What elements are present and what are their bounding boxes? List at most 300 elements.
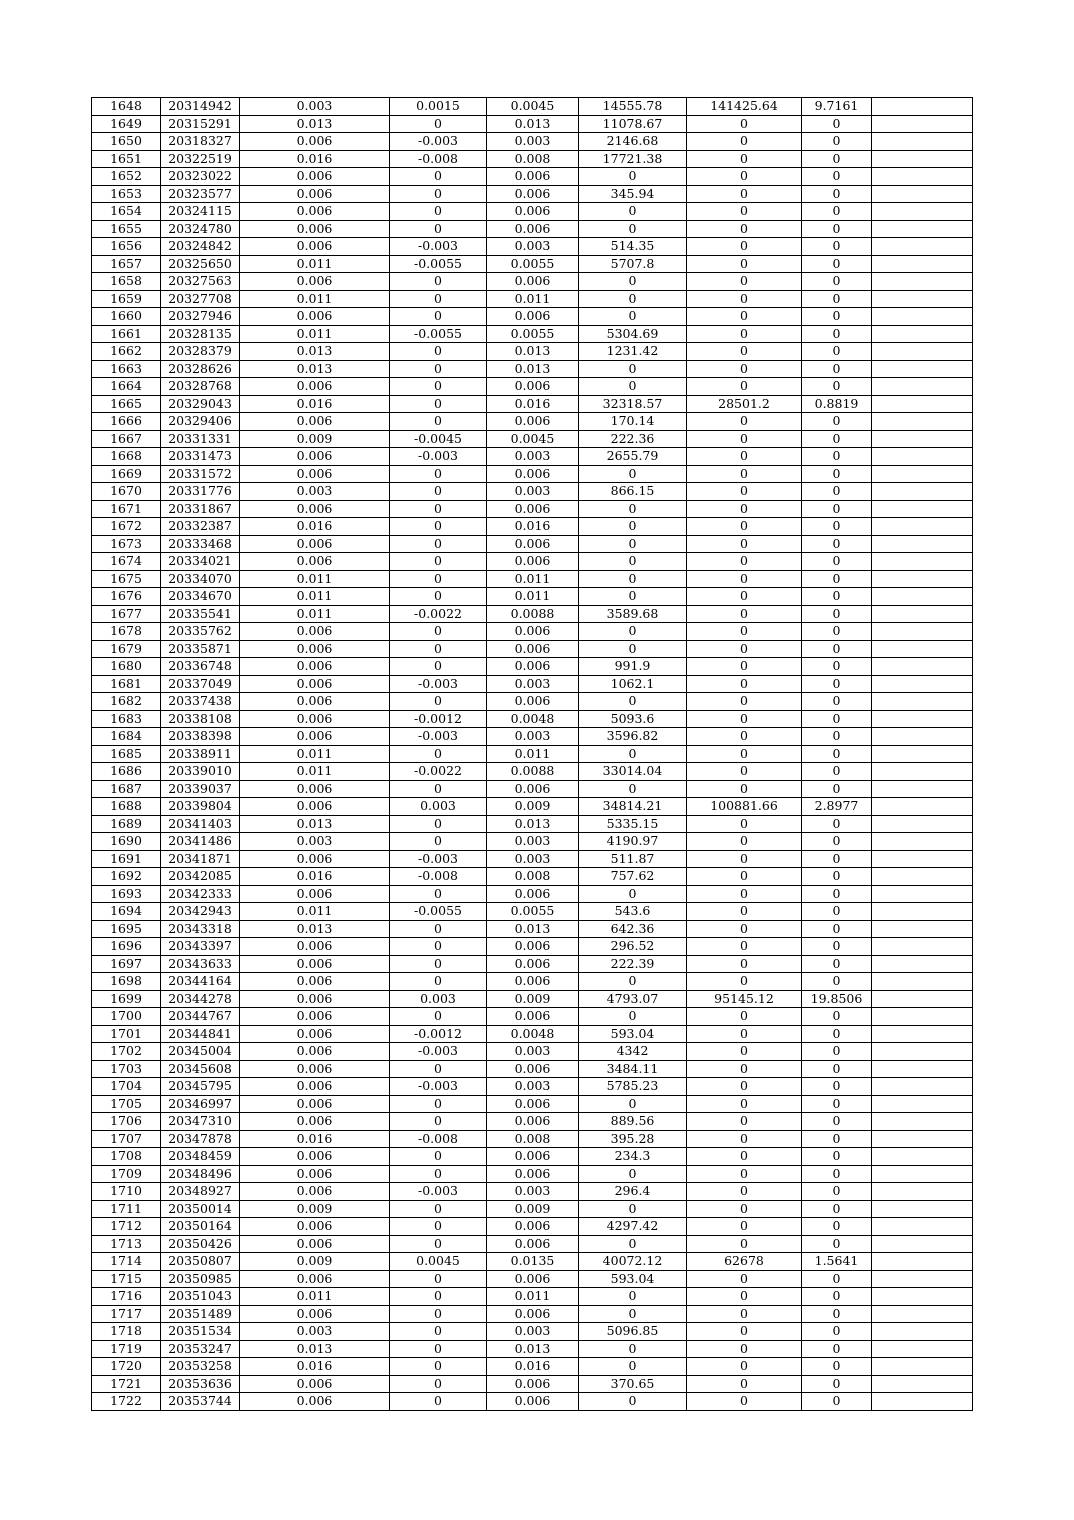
empty-cell (872, 955, 973, 973)
empty-cell (872, 1218, 973, 1236)
id-cell: 20344841 (161, 1025, 240, 1043)
value-a-cell: 0.011 (240, 763, 390, 781)
total-cell: 141425.64 (687, 98, 802, 116)
total-cell: 0 (687, 973, 802, 991)
value-b-cell: 0 (390, 343, 487, 361)
value-a-cell: 0.006 (240, 168, 390, 186)
amount-cell: 222.36 (579, 430, 687, 448)
value-b-cell: 0 (390, 1008, 487, 1026)
row-number-cell: 1710 (92, 1183, 161, 1201)
empty-cell (872, 1025, 973, 1043)
total-cell: 0 (687, 780, 802, 798)
id-cell: 20350807 (161, 1253, 240, 1271)
value-b-cell: 0 (390, 1095, 487, 1113)
ratio-cell: 0 (802, 605, 872, 623)
amount-cell: 345.94 (579, 185, 687, 203)
ratio-cell: 0 (802, 133, 872, 151)
value-b-cell: 0 (390, 185, 487, 203)
value-a-cell: 0.006 (240, 640, 390, 658)
value-c-cell: 0.006 (487, 1305, 579, 1323)
value-b-cell: 0 (390, 360, 487, 378)
value-b-cell: 0 (390, 168, 487, 186)
amount-cell: 3596.82 (579, 728, 687, 746)
value-b-cell: -0.0022 (390, 605, 487, 623)
value-a-cell: 0.006 (240, 1305, 390, 1323)
table-row (92, 763, 973, 781)
amount-cell: 1062.1 (579, 675, 687, 693)
amount-cell: 0 (579, 1165, 687, 1183)
value-a-cell: 0.006 (240, 710, 390, 728)
value-c-cell: 0.003 (487, 728, 579, 746)
amount-cell: 0 (579, 1305, 687, 1323)
id-cell: 20346997 (161, 1095, 240, 1113)
empty-cell (872, 378, 973, 396)
value-a-cell: 0.011 (240, 588, 390, 606)
table-row (92, 605, 973, 623)
empty-cell (872, 395, 973, 413)
ratio-cell: 0 (802, 588, 872, 606)
ratio-cell: 1.5641 (802, 1253, 872, 1271)
id-cell: 20324842 (161, 238, 240, 256)
amount-cell: 395.28 (579, 1130, 687, 1148)
row-number-cell: 1701 (92, 1025, 161, 1043)
ratio-cell: 0 (802, 168, 872, 186)
ratio-cell: 0 (802, 360, 872, 378)
value-b-cell: 0 (390, 1323, 487, 1341)
amount-cell: 642.36 (579, 920, 687, 938)
value-a-cell: 0.009 (240, 1200, 390, 1218)
value-b-cell: -0.008 (390, 1130, 487, 1148)
value-c-cell: 0.006 (487, 780, 579, 798)
value-c-cell: 0.013 (487, 115, 579, 133)
empty-cell (872, 1095, 973, 1113)
id-cell: 20315291 (161, 115, 240, 133)
amount-cell: 4297.42 (579, 1218, 687, 1236)
value-c-cell: 0.0135 (487, 1253, 579, 1271)
value-b-cell: 0 (390, 815, 487, 833)
value-a-cell: 0.006 (240, 623, 390, 641)
empty-cell (872, 605, 973, 623)
value-c-cell: 0.0045 (487, 430, 579, 448)
value-c-cell: 0.006 (487, 658, 579, 676)
amount-cell: 0 (579, 780, 687, 798)
empty-cell (872, 780, 973, 798)
empty-cell (872, 465, 973, 483)
table-row (92, 623, 973, 641)
value-a-cell: 0.006 (240, 238, 390, 256)
empty-cell (872, 1340, 973, 1358)
empty-cell (872, 430, 973, 448)
empty-cell (872, 1235, 973, 1253)
value-b-cell: -0.003 (390, 448, 487, 466)
amount-cell: 757.62 (579, 868, 687, 886)
id-cell: 20341871 (161, 850, 240, 868)
value-a-cell: 0.011 (240, 290, 390, 308)
value-c-cell: 0.016 (487, 518, 579, 536)
value-a-cell: 0.006 (240, 203, 390, 221)
row-number-cell: 1695 (92, 920, 161, 938)
table-row (92, 658, 973, 676)
ratio-cell: 0 (802, 238, 872, 256)
value-a-cell: 0.006 (240, 1043, 390, 1061)
value-b-cell: 0 (390, 1165, 487, 1183)
total-cell: 0 (687, 483, 802, 501)
empty-cell (872, 133, 973, 151)
total-cell: 0 (687, 588, 802, 606)
row-number-cell: 1691 (92, 850, 161, 868)
ratio-cell: 0 (802, 973, 872, 991)
value-b-cell: 0.0015 (390, 98, 487, 116)
row-number-cell: 1700 (92, 1008, 161, 1026)
amount-cell: 2146.68 (579, 133, 687, 151)
row-number-cell: 1672 (92, 518, 161, 536)
id-cell: 20338108 (161, 710, 240, 728)
amount-cell: 0 (579, 290, 687, 308)
ratio-cell: 0 (802, 903, 872, 921)
amount-cell: 0 (579, 220, 687, 238)
total-cell: 0 (687, 623, 802, 641)
ratio-cell: 0 (802, 1148, 872, 1166)
row-number-cell: 1671 (92, 500, 161, 518)
table-row (92, 693, 973, 711)
table-row (92, 238, 973, 256)
table-row (92, 343, 973, 361)
value-a-cell: 0.006 (240, 1165, 390, 1183)
empty-cell (872, 745, 973, 763)
total-cell: 0 (687, 203, 802, 221)
empty-cell (872, 1165, 973, 1183)
value-c-cell: 0.009 (487, 990, 579, 1008)
value-a-cell: 0.006 (240, 850, 390, 868)
value-a-cell: 0.006 (240, 990, 390, 1008)
total-cell: 100881.66 (687, 798, 802, 816)
empty-cell (872, 1078, 973, 1096)
value-b-cell: -0.0045 (390, 430, 487, 448)
total-cell: 0 (687, 1008, 802, 1026)
value-b-cell: -0.0055 (390, 325, 487, 343)
amount-cell: 4793.07 (579, 990, 687, 1008)
empty-cell (872, 518, 973, 536)
table-row (92, 273, 973, 291)
id-cell: 20338398 (161, 728, 240, 746)
empty-cell (872, 1043, 973, 1061)
table-row (92, 990, 973, 1008)
value-c-cell: 0.006 (487, 1165, 579, 1183)
empty-cell (872, 535, 973, 553)
id-cell: 20350164 (161, 1218, 240, 1236)
row-number-cell: 1667 (92, 430, 161, 448)
id-cell: 20353636 (161, 1375, 240, 1393)
ratio-cell: 0 (802, 570, 872, 588)
ratio-cell: 0 (802, 1323, 872, 1341)
id-cell: 20327563 (161, 273, 240, 291)
total-cell: 0 (687, 378, 802, 396)
value-c-cell: 0.006 (487, 185, 579, 203)
value-a-cell: 0.006 (240, 658, 390, 676)
table-row (92, 675, 973, 693)
value-b-cell: 0 (390, 1305, 487, 1323)
value-c-cell: 0.013 (487, 920, 579, 938)
row-number-cell: 1687 (92, 780, 161, 798)
id-cell: 20348927 (161, 1183, 240, 1201)
ratio-cell: 0 (802, 1270, 872, 1288)
total-cell: 0 (687, 1393, 802, 1411)
ratio-cell: 0 (802, 1340, 872, 1358)
total-cell: 0 (687, 570, 802, 588)
ratio-cell: 0 (802, 290, 872, 308)
value-c-cell: 0.011 (487, 588, 579, 606)
value-a-cell: 0.006 (240, 955, 390, 973)
ratio-cell: 0 (802, 535, 872, 553)
id-cell: 20325650 (161, 255, 240, 273)
total-cell: 0 (687, 430, 802, 448)
empty-cell (872, 728, 973, 746)
value-a-cell: 0.006 (240, 885, 390, 903)
total-cell: 0 (687, 1358, 802, 1376)
total-cell: 0 (687, 535, 802, 553)
value-b-cell: -0.0055 (390, 255, 487, 273)
value-c-cell: 0.013 (487, 360, 579, 378)
row-number-cell: 1720 (92, 1358, 161, 1376)
empty-cell (872, 1375, 973, 1393)
id-cell: 20341403 (161, 815, 240, 833)
value-c-cell: 0.003 (487, 833, 579, 851)
id-cell: 20328379 (161, 343, 240, 361)
value-c-cell: 0.006 (487, 1060, 579, 1078)
empty-cell (872, 623, 973, 641)
value-b-cell: 0 (390, 955, 487, 973)
value-b-cell: 0 (390, 308, 487, 326)
amount-cell: 11078.67 (579, 115, 687, 133)
amount-cell: 0 (579, 203, 687, 221)
ratio-cell: 0 (802, 430, 872, 448)
value-b-cell: 0 (390, 220, 487, 238)
value-c-cell: 0.006 (487, 623, 579, 641)
value-b-cell: 0 (390, 1393, 487, 1411)
empty-cell (872, 1288, 973, 1306)
value-c-cell: 0.006 (487, 1270, 579, 1288)
total-cell: 0 (687, 220, 802, 238)
row-number-cell: 1706 (92, 1113, 161, 1131)
total-cell: 0 (687, 1183, 802, 1201)
table-row (92, 815, 973, 833)
amount-cell: 593.04 (579, 1270, 687, 1288)
value-c-cell: 0.006 (487, 885, 579, 903)
value-c-cell: 0.0088 (487, 763, 579, 781)
ratio-cell: 0 (802, 220, 872, 238)
row-number-cell: 1648 (92, 98, 161, 116)
row-number-cell: 1711 (92, 1200, 161, 1218)
table-row (92, 518, 973, 536)
ratio-cell: 0 (802, 1183, 872, 1201)
amount-cell: 0 (579, 535, 687, 553)
value-b-cell: 0 (390, 483, 487, 501)
amount-cell: 0 (579, 1358, 687, 1376)
ratio-cell: 0 (802, 675, 872, 693)
value-b-cell: 0 (390, 553, 487, 571)
value-b-cell: -0.008 (390, 150, 487, 168)
total-cell: 0 (687, 273, 802, 291)
ratio-cell: 0 (802, 1025, 872, 1043)
empty-cell (872, 885, 973, 903)
empty-cell (872, 815, 973, 833)
ratio-cell: 0 (802, 308, 872, 326)
empty-cell (872, 763, 973, 781)
empty-cell (872, 238, 973, 256)
value-c-cell: 0.003 (487, 675, 579, 693)
empty-cell (872, 920, 973, 938)
amount-cell: 222.39 (579, 955, 687, 973)
row-number-cell: 1666 (92, 413, 161, 431)
ratio-cell: 0 (802, 938, 872, 956)
amount-cell: 370.65 (579, 1375, 687, 1393)
value-b-cell: -0.003 (390, 1043, 487, 1061)
total-cell: 0 (687, 710, 802, 728)
amount-cell: 34814.21 (579, 798, 687, 816)
total-cell: 0 (687, 465, 802, 483)
value-a-cell: 0.016 (240, 1358, 390, 1376)
empty-cell (872, 868, 973, 886)
value-b-cell: 0 (390, 1148, 487, 1166)
row-number-cell: 1658 (92, 273, 161, 291)
id-cell: 20353258 (161, 1358, 240, 1376)
value-a-cell: 0.006 (240, 1060, 390, 1078)
total-cell: 0 (687, 1165, 802, 1183)
value-c-cell: 0.0088 (487, 605, 579, 623)
empty-cell (872, 220, 973, 238)
value-b-cell: 0 (390, 378, 487, 396)
empty-cell (872, 798, 973, 816)
value-c-cell: 0.016 (487, 395, 579, 413)
amount-cell: 0 (579, 1393, 687, 1411)
row-number-cell: 1713 (92, 1235, 161, 1253)
ratio-cell: 0 (802, 640, 872, 658)
row-number-cell: 1653 (92, 185, 161, 203)
ratio-cell: 0 (802, 850, 872, 868)
row-number-cell: 1656 (92, 238, 161, 256)
row-number-cell: 1669 (92, 465, 161, 483)
id-cell: 20335762 (161, 623, 240, 641)
ratio-cell: 0 (802, 1358, 872, 1376)
ratio-cell: 0 (802, 1043, 872, 1061)
ratio-cell: 0 (802, 745, 872, 763)
value-c-cell: 0.006 (487, 413, 579, 431)
empty-cell (872, 640, 973, 658)
value-a-cell: 0.006 (240, 780, 390, 798)
value-b-cell: 0 (390, 1375, 487, 1393)
ratio-cell: 2.8977 (802, 798, 872, 816)
empty-cell (872, 675, 973, 693)
total-cell: 0 (687, 185, 802, 203)
value-a-cell: 0.013 (240, 815, 390, 833)
id-cell: 20343397 (161, 938, 240, 956)
row-number-cell: 1692 (92, 868, 161, 886)
amount-cell: 234.3 (579, 1148, 687, 1166)
value-b-cell: -0.003 (390, 238, 487, 256)
value-b-cell: 0 (390, 273, 487, 291)
id-cell: 20314942 (161, 98, 240, 116)
empty-cell (872, 413, 973, 431)
value-a-cell: 0.003 (240, 98, 390, 116)
value-a-cell: 0.003 (240, 483, 390, 501)
ratio-cell: 0 (802, 1200, 872, 1218)
amount-cell: 0 (579, 360, 687, 378)
value-a-cell: 0.016 (240, 150, 390, 168)
table-row (92, 1148, 973, 1166)
amount-cell: 0 (579, 1235, 687, 1253)
total-cell: 0 (687, 675, 802, 693)
total-cell: 0 (687, 1043, 802, 1061)
ratio-cell: 0 (802, 185, 872, 203)
total-cell: 0 (687, 360, 802, 378)
value-c-cell: 0.008 (487, 1130, 579, 1148)
id-cell: 20323022 (161, 168, 240, 186)
total-cell: 0 (687, 115, 802, 133)
id-cell: 20331776 (161, 483, 240, 501)
value-c-cell: 0.003 (487, 1323, 579, 1341)
value-c-cell: 0.006 (487, 1113, 579, 1131)
value-b-cell: 0 (390, 1235, 487, 1253)
id-cell: 20324780 (161, 220, 240, 238)
empty-cell (872, 693, 973, 711)
value-c-cell: 0.006 (487, 203, 579, 221)
id-cell: 20345608 (161, 1060, 240, 1078)
row-number-cell: 1678 (92, 623, 161, 641)
table-row (92, 780, 973, 798)
row-number-cell: 1696 (92, 938, 161, 956)
row-number-cell: 1702 (92, 1043, 161, 1061)
amount-cell: 5785.23 (579, 1078, 687, 1096)
value-b-cell: 0.003 (390, 990, 487, 1008)
empty-cell (872, 973, 973, 991)
value-b-cell: -0.003 (390, 675, 487, 693)
empty-cell (872, 833, 973, 851)
ratio-cell: 0 (802, 378, 872, 396)
table-row (92, 553, 973, 571)
table-row (92, 185, 973, 203)
amount-cell: 0 (579, 640, 687, 658)
id-cell: 20345004 (161, 1043, 240, 1061)
value-b-cell: 0 (390, 1270, 487, 1288)
total-cell: 0 (687, 448, 802, 466)
table-row (92, 973, 973, 991)
total-cell: 0 (687, 1148, 802, 1166)
ratio-cell: 9.7161 (802, 98, 872, 116)
empty-cell (872, 1148, 973, 1166)
empty-cell (872, 990, 973, 1008)
amount-cell: 0 (579, 588, 687, 606)
id-cell: 20342333 (161, 885, 240, 903)
value-a-cell: 0.006 (240, 1183, 390, 1201)
value-a-cell: 0.016 (240, 1130, 390, 1148)
data-table (91, 97, 973, 1411)
table-row (92, 133, 973, 151)
value-a-cell: 0.006 (240, 798, 390, 816)
id-cell: 20327946 (161, 308, 240, 326)
empty-cell (872, 115, 973, 133)
table-row (92, 570, 973, 588)
empty-cell (872, 1060, 973, 1078)
row-number-cell: 1676 (92, 588, 161, 606)
value-c-cell: 0.006 (487, 220, 579, 238)
ratio-cell: 0 (802, 1008, 872, 1026)
value-c-cell: 0.006 (487, 168, 579, 186)
value-c-cell: 0.0045 (487, 98, 579, 116)
amount-cell: 0 (579, 973, 687, 991)
table-row (92, 378, 973, 396)
ratio-cell: 0 (802, 1235, 872, 1253)
value-c-cell: 0.006 (487, 1008, 579, 1026)
